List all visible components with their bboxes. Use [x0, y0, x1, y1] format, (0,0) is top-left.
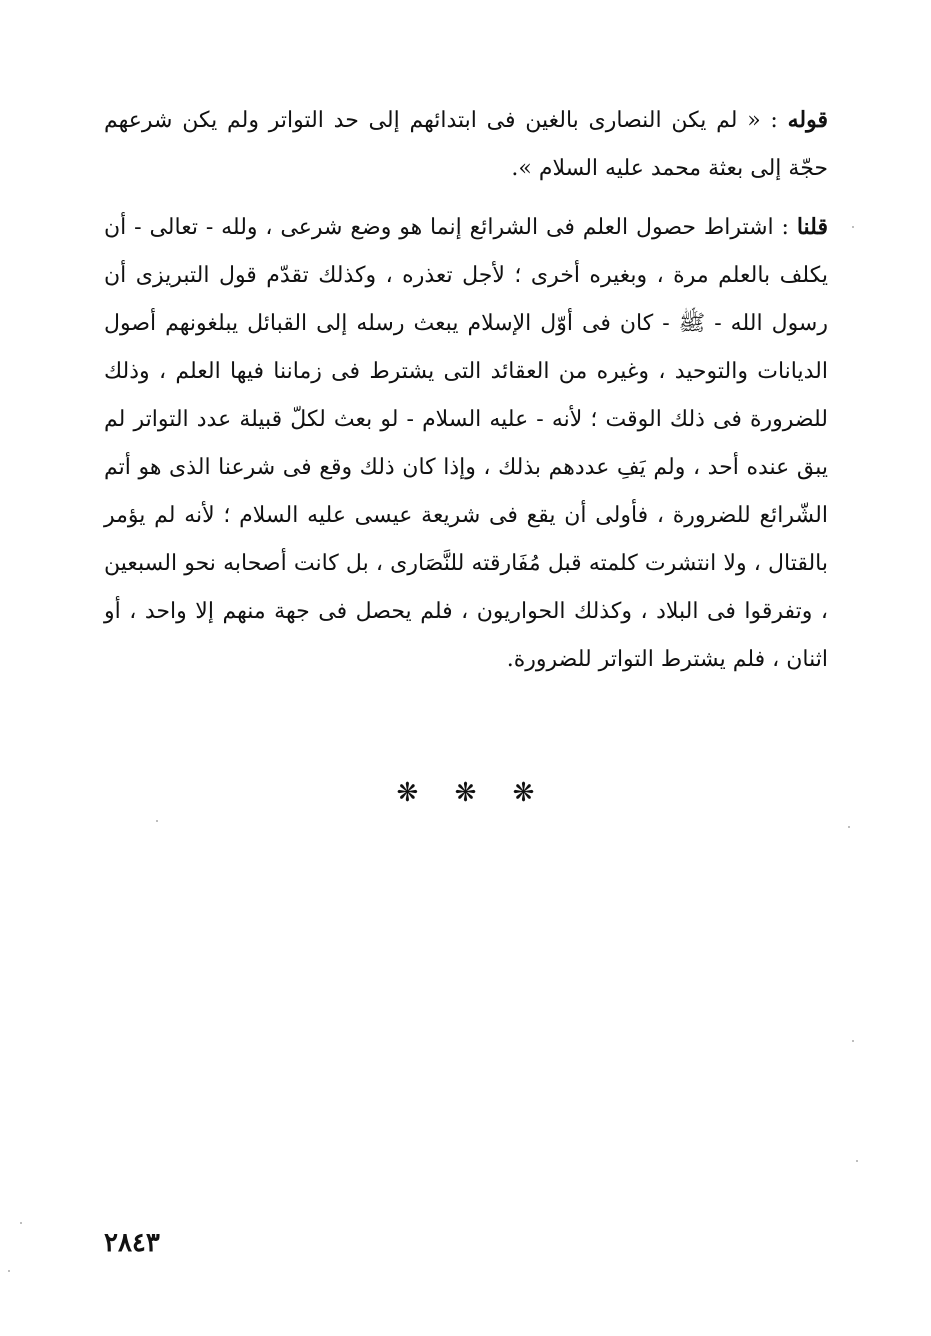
scan-speck: [848, 826, 850, 828]
separator-star-icon: ❋: [396, 778, 419, 808]
main-text: [104, 96, 828, 684]
paragraph-1: [104, 96, 828, 193]
scan-speck: [852, 1040, 854, 1042]
page-number: ٢٨٤٣: [104, 1228, 160, 1258]
separator-star-icon: ❋: [454, 778, 477, 808]
paragraph-2-lead: قلنا: [796, 214, 828, 240]
separator-star-icon: ❋: [512, 778, 535, 808]
paragraph-2-body: : اشتراط حصول العلم فى الشرائع إنما هو وضع شرعى ، ولله - تعالى - أن يكلف بالعلم مرة ، وبغيره أخرى ؛ لأجل تعذره ، وكذلك تقدّم قول التبريزى أن رسول الله - ﷺ - كان فى أوّل الإسلام يبعث رسله إلى القبائل يبلغونهم أصول الديانات والتوحيد ، وغيره من العقائد التى يشترط فى زماننا فيها العلم ، وذلك للضرورة فى ذلك الوقت ؛ لأنه - عليه السلام - لو بعث لكلّ قبيلة عدد التواتر لم يبق عنده أحد ، ولم يَفِ عددهم بذلك ، وإذا كان ذلك وقع فى شرعنا الذى هو أتم الشّرائع للضرورة ، فأولى أن يقع فى شريعة عيسى عليه السلام ؛ لأنه لم يؤمر بالقتال ، ولا انتشرت كلمته قبل مُفَارقته للنَّصَارى ، بل كانت أصحابه نحو السبعين ، وتفرقوا فى البلاد ، وكذلك الحواريون ، فلم يحصل فى جهة منهم إلا واحد ، أو اثنان ، فلم يشترط التواتر للضرورة.: [104, 215, 828, 672]
paragraph-2: [104, 203, 828, 684]
scan-speck: [8, 1270, 10, 1272]
section-separator: [0, 778, 931, 808]
scan-speck: [156, 820, 158, 822]
paragraph-1-body: : « لم يكن النصارى بالغين فى ابتدائهم إلى حد التواتر ولم يكن شرعهم حجّة إلى بعثة محمد عليه السلام ».: [104, 108, 828, 181]
scan-speck: [20, 1222, 22, 1224]
scan-speck: [856, 1160, 858, 1162]
paragraph-1-lead: قوله: [787, 107, 828, 133]
scan-speck: [852, 226, 854, 228]
